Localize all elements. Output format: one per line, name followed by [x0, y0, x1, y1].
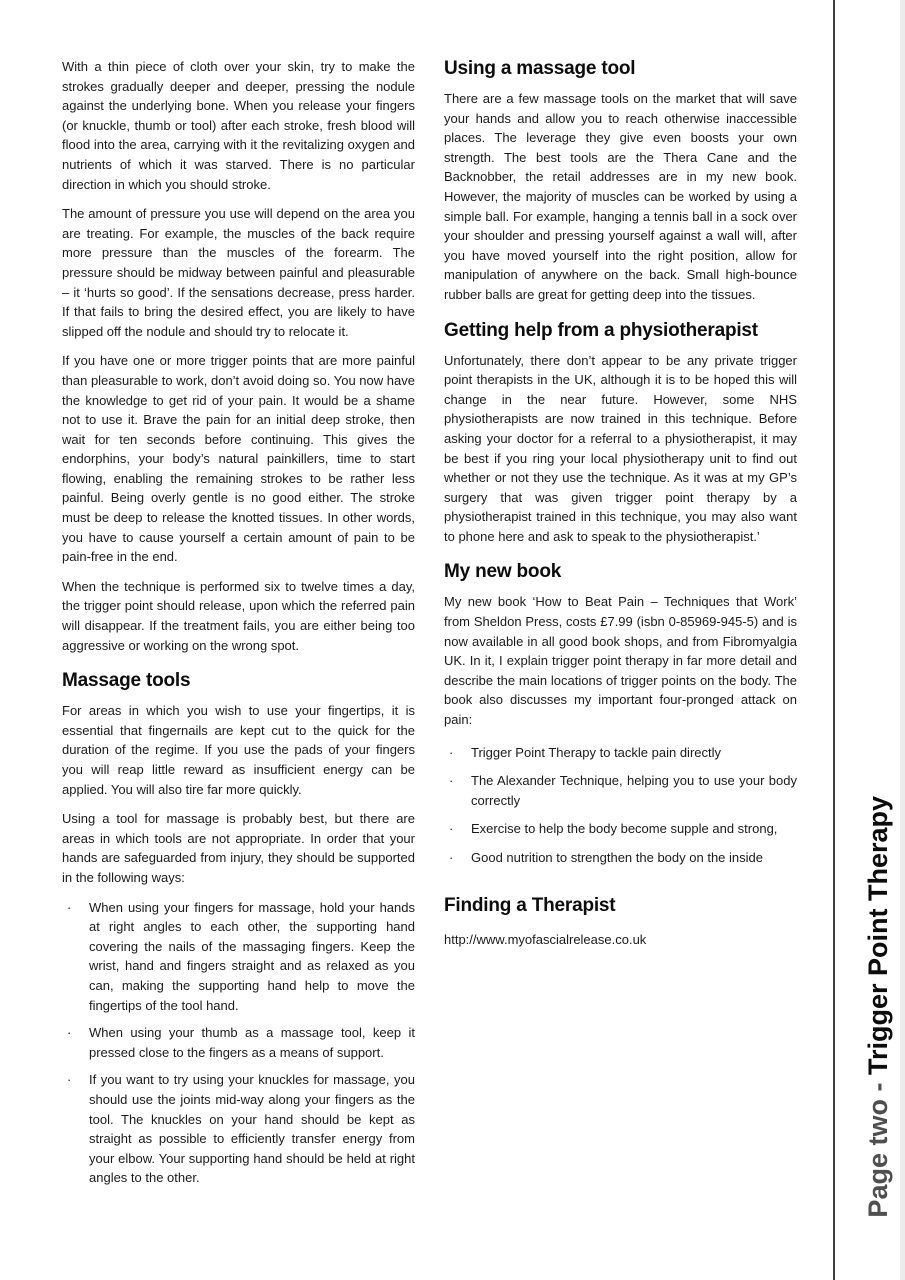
paragraph: When the technique is performed six to twelve times a day, the trigger point should release, upon which the referred pain will disappear. If the treatment fails, you are either being too aggressive or working on the wrong spot. — [62, 578, 415, 653]
list-item — [62, 1070, 415, 1188]
list-item-text: Trigger Point Therapy to tackle pain directly — [471, 744, 722, 760]
heading-massage-tools: Massage tools — [62, 670, 191, 692]
list-item — [62, 1023, 415, 1062]
list-item — [444, 771, 797, 810]
list-item — [444, 819, 797, 839]
bullet-marker: · — [67, 899, 72, 915]
paragraph: With a thin piece of cloth over your skin, try to make the strokes gradually deeper and deeper, pressing the nodule against the underlying bone. When you release your fingers (or knuckle, thumb or tool) after each stroke, fresh blood will flood into the area, carrying with it the revitalizing oxygen and nutrients of which it was starved. There is no particular direction in which you should stroke. — [62, 59, 415, 192]
list-item-text: If you want to try using your knuckles for massage, you should use the joints mid-way along your fingers as the tool. The knuckles on your hand should be kept as straight as possible to efficiently transfer energy from your elbow. Your supporting hand should be held at right angles to the other. — [89, 1072, 415, 1186]
list-item — [444, 743, 797, 763]
bullet-marker: · — [67, 1025, 72, 1041]
heading-using-massage-tool: Using a massage tool — [444, 58, 636, 79]
paragraph: Using a tool for massage is probably best, but there are areas in which tools are not appropriate. In order that your hands are safeguarded from injury, they should be supported in the following ways: — [62, 811, 415, 885]
bullet-marker: · — [67, 1072, 72, 1088]
therapist-url-row — [444, 930, 797, 950]
list-item-text: When using your fingers for massage, hold your hands at right angles to each other, the supporting hand covering the nails of the massaging fingers. Keep the wrist, hand and fingers straight and as relaxed as you can, making the supporting hand help to move the fingertips of the tool hand. — [89, 899, 415, 1013]
right-column — [444, 57, 797, 1196]
heading-finding-therapist: Finding a Therapist — [444, 894, 616, 916]
page-sidebar-title — [863, 796, 894, 1218]
sidebar-divider — [833, 0, 835, 1280]
paragraph: For areas in which you wish to use your fingertips, it is essential that fingernails are kept cut to the quick for the duration of the regime. If you use the pads of your fingers you will reap little reward as insufficient energy can be applied. You will also tire far more quickly. — [62, 703, 415, 797]
list-item-text: When using your thumb as a massage tool, keep it pressed close to the fingers as a means of support. — [89, 1025, 415, 1060]
paragraph: My new book ‘How to Beat Pain – Techniques that Work’ from Sheldon Press, costs £7.99 (isbn 0-85969-945-5) and is now available in all good book shops, and from Fibromyalgia UK. In it, I explain trigger point therapy in far more detail and describe the main locations of trigger points on the body. The book also discusses my important four-pronged attack on pain: — [444, 594, 797, 728]
therapist-url-link[interactable]: http://www.myofascialrelease.co.uk — [444, 931, 647, 947]
content-columns — [62, 57, 797, 1196]
document-title: Trigger Point Therapy — [862, 796, 893, 1076]
bullet-marker: · — [449, 744, 454, 760]
paragraph: Unfortunately, there don’t appear to be any private trigger point therapists in the UK, although it is to be hoped this will change in the near future. However, some NHS physiotherapists are now trained in this technique. Before asking your doctor for a referral to a physiotherapist, it may be best if you ring your local physiotherapy unit to find out whether or not they use the technique. As it was at my GP’s surgery that was given trigger point therapy by a physiotherapist trained in this technique, you may also want to phone here and ask to speak to the physiotherapist.’ — [444, 352, 797, 544]
paragraph: If you have one or more trigger points that are more painful than pleasurable to work, don’t avoid doing so. You now have the knowledge to get rid of your pain. It would be a shame not to use it. Brave the pain for an initial deep stroke, then wait for ten seconds before continuing. This gives the endorphins, your body’s natural painkillers, time to start flowing, enabling the remaining strokes to be rather less painful. Being overly gentle is no good either. The stroke must be deep to release the knotted tissues. In other words, you have to cause yourself a certain amount of pain to be pain-free in the end. — [62, 353, 415, 565]
bullet-marker: · — [449, 850, 454, 865]
four-pronged-attack-list — [444, 743, 797, 868]
bullet-marker: · — [449, 773, 454, 789]
bullet-marker: · — [449, 821, 454, 837]
paragraph: The amount of pressure you use will depend on the area you are treating. For example, the muscles of the back require more pressure than the muscles of the forearm. The pressure should be midway between painful and pleasurable – it ‘hurts so good’. If the sensations decrease, press harder. If that fails to bring the desired effect, you are likely to have slipped off the nodule and should try to relocate it. — [62, 206, 415, 339]
list-item — [444, 848, 797, 868]
list-item-text: Exercise to help the body become supple and strong, — [471, 821, 778, 837]
heading-physiotherapist: Getting help from a physiotherapist — [444, 319, 758, 341]
list-item — [62, 898, 415, 1016]
page-edge — [900, 0, 905, 1280]
paragraph: There are a few massage tools on the market that will save your hands and allow you to reach otherwise inaccessible places. The leverage they give even boosts your own strength. The best tools are the Thera Cane and the Backnobber, the retail addresses are in my new book. However, the majority of muscles can be worked by using a simple ball. For example, hanging a tennis ball in a sock over your shoulder and pressing yourself against a wall will, after you have moved yourself into the right position, allow for manipulation of anywhere on the back. Small high-bounce rubber balls are great for getting deep into the tissues. — [444, 91, 797, 302]
heading-my-new-book: My new book — [444, 561, 562, 583]
left-column — [62, 57, 415, 1196]
list-item-text: Good nutrition to strengthen the body on the inside — [471, 850, 763, 865]
page-number-label: Page two - — [862, 1075, 893, 1218]
massage-support-list — [62, 898, 415, 1188]
list-item-text: The Alexander Technique, helping you to use your body correctly — [471, 773, 797, 808]
